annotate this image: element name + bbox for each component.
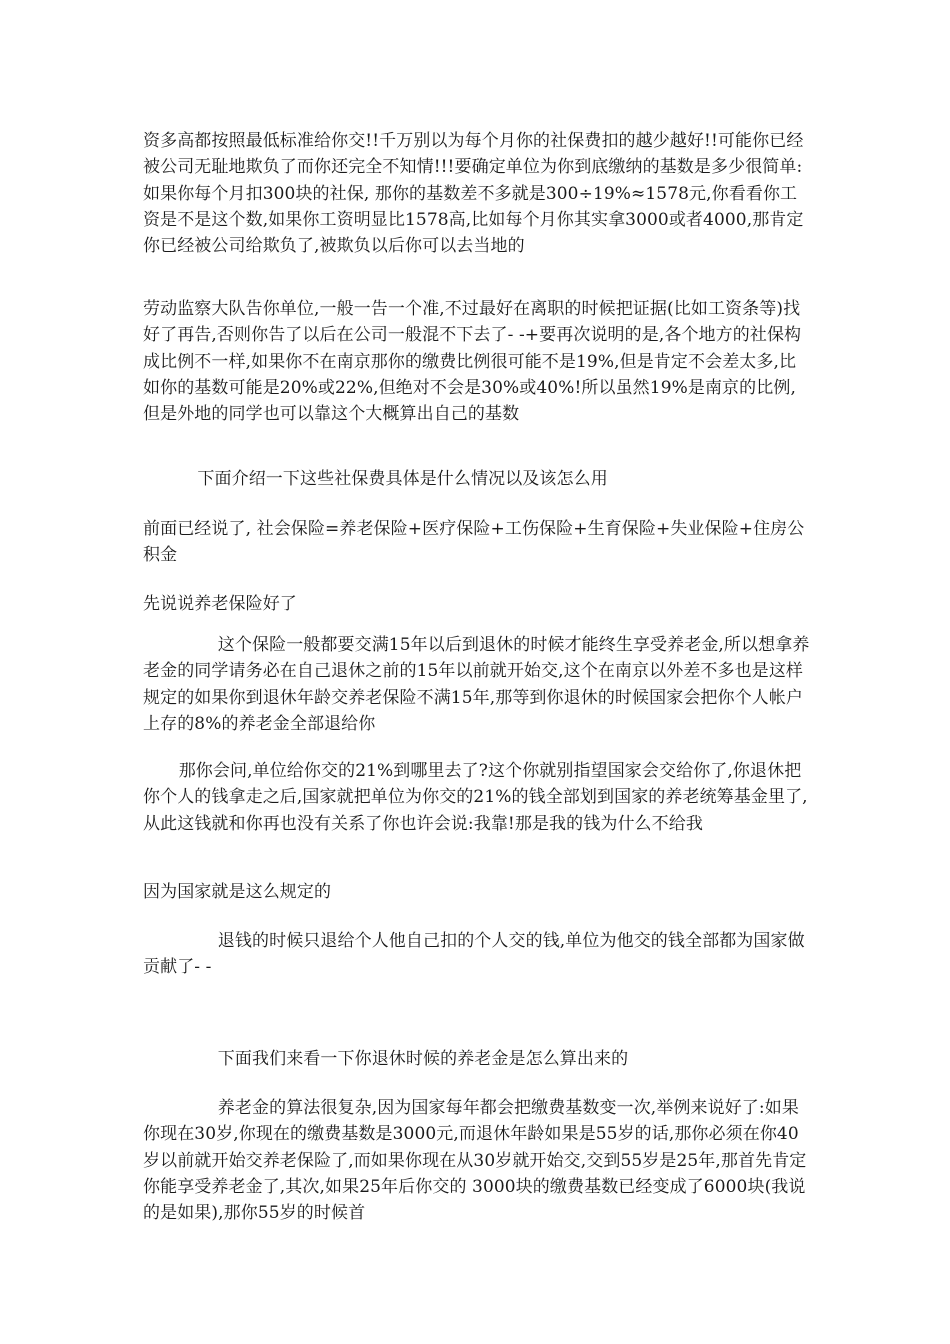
paragraph-state-rule: 因为国家就是这么规定的	[143, 882, 332, 902]
paragraph-pension-intro: 先说说养老保险好了	[143, 594, 297, 614]
paragraph-insurance-formula: 前面已经说了, 社会保险=养老保险+医疗保险+工伤保险+生育保险+失业保险+住房公积金	[143, 519, 805, 566]
section-heading-pension-calc: 下面我们来看一下你退休时候的养老金是怎么算出来的	[217, 1049, 629, 1069]
paragraph-labor-inspection: 劳动监察大队告你单位,一般一告一个准,不过最好在离职的时候把证据(比如工资条等)找好了再告,否则你告了以后在公司一般混不下去了- -+要再次说明的是,各个地方的社保构成比例不一样,如果你不在南京那你的缴费比例很可能不是19%,但是肯定不会差太多,比如你的基数可能是20%或22%,但绝对不会是30%或40%!所以虽然19%是南京的比例,但是外地的同学也可以靠这个大概算出自己的基数	[143, 299, 802, 425]
paragraph-refund: 退钱的时候只退给个人他自己扣的个人交的钱,单位为他交的钱全部都为国家做贡献了- -	[143, 931, 805, 978]
paragraph-pension-example: 养老金的算法很复杂,因为国家每年都会把缴费基数变一次,举例来说好了:如果你现在30岁,你现在的缴费基数是3000元,而退休年龄如果是55岁的话,那你必须在你40岁以前就开始交养老保险了,而如果你现在从30岁就开始交,交到55岁是25年,那首先肯定你能享受养老金了,其次,如果25年后你交的 3000块的缴费基数已经变成了6000块(我说的是如果),那你55岁的时候首	[143, 1098, 807, 1224]
section-heading-usage: 下面介绍一下这些社保费具体是什么情况以及该怎么用	[197, 469, 608, 489]
paragraph-pension-15-years: 这个保险一般都要交满15年以后到退休的时候才能终生享受养老金,所以想拿养老金的同学请务必在自己退休之前的15年以前就开始交,这个在南京以外差不多也是这样规定的如果你到退休年龄交养老保险不满15年,那等到你退休的时候国家会把你个人帐户上存的8%的养老金全部退给你	[143, 635, 810, 734]
paragraph-social-security-base: 资多高都按照最低标准给你交!!千万别以为每个月你的社保费扣的越少越好!!可能你已经被公司无耻地欺负了而你还完全不知情!!!要确定单位为你到底缴纳的基数是多少很简单:如果你每个月扣300块的社保, 那你的基数差不多就是300÷19%≈1578元,你看看你工资是不是这个数,如果你工资明显比1578高,比如每个月你其实拿3000或者4000,那肯定你已经被公司给欺负了,被欺负以后你可以去当地的	[143, 131, 804, 257]
paragraph-employer-contribution: 那你会问,单位给你交的21%到哪里去了?这个你就别指望国家会交给你了,你退休把你个人的钱拿走之后,国家就把单位为你交的21%的钱全部划到国家的养老统筹基金里了,从此这钱就和你再也没有关系了你也许会说:我靠!那是我的钱为什么不给我	[143, 761, 808, 834]
